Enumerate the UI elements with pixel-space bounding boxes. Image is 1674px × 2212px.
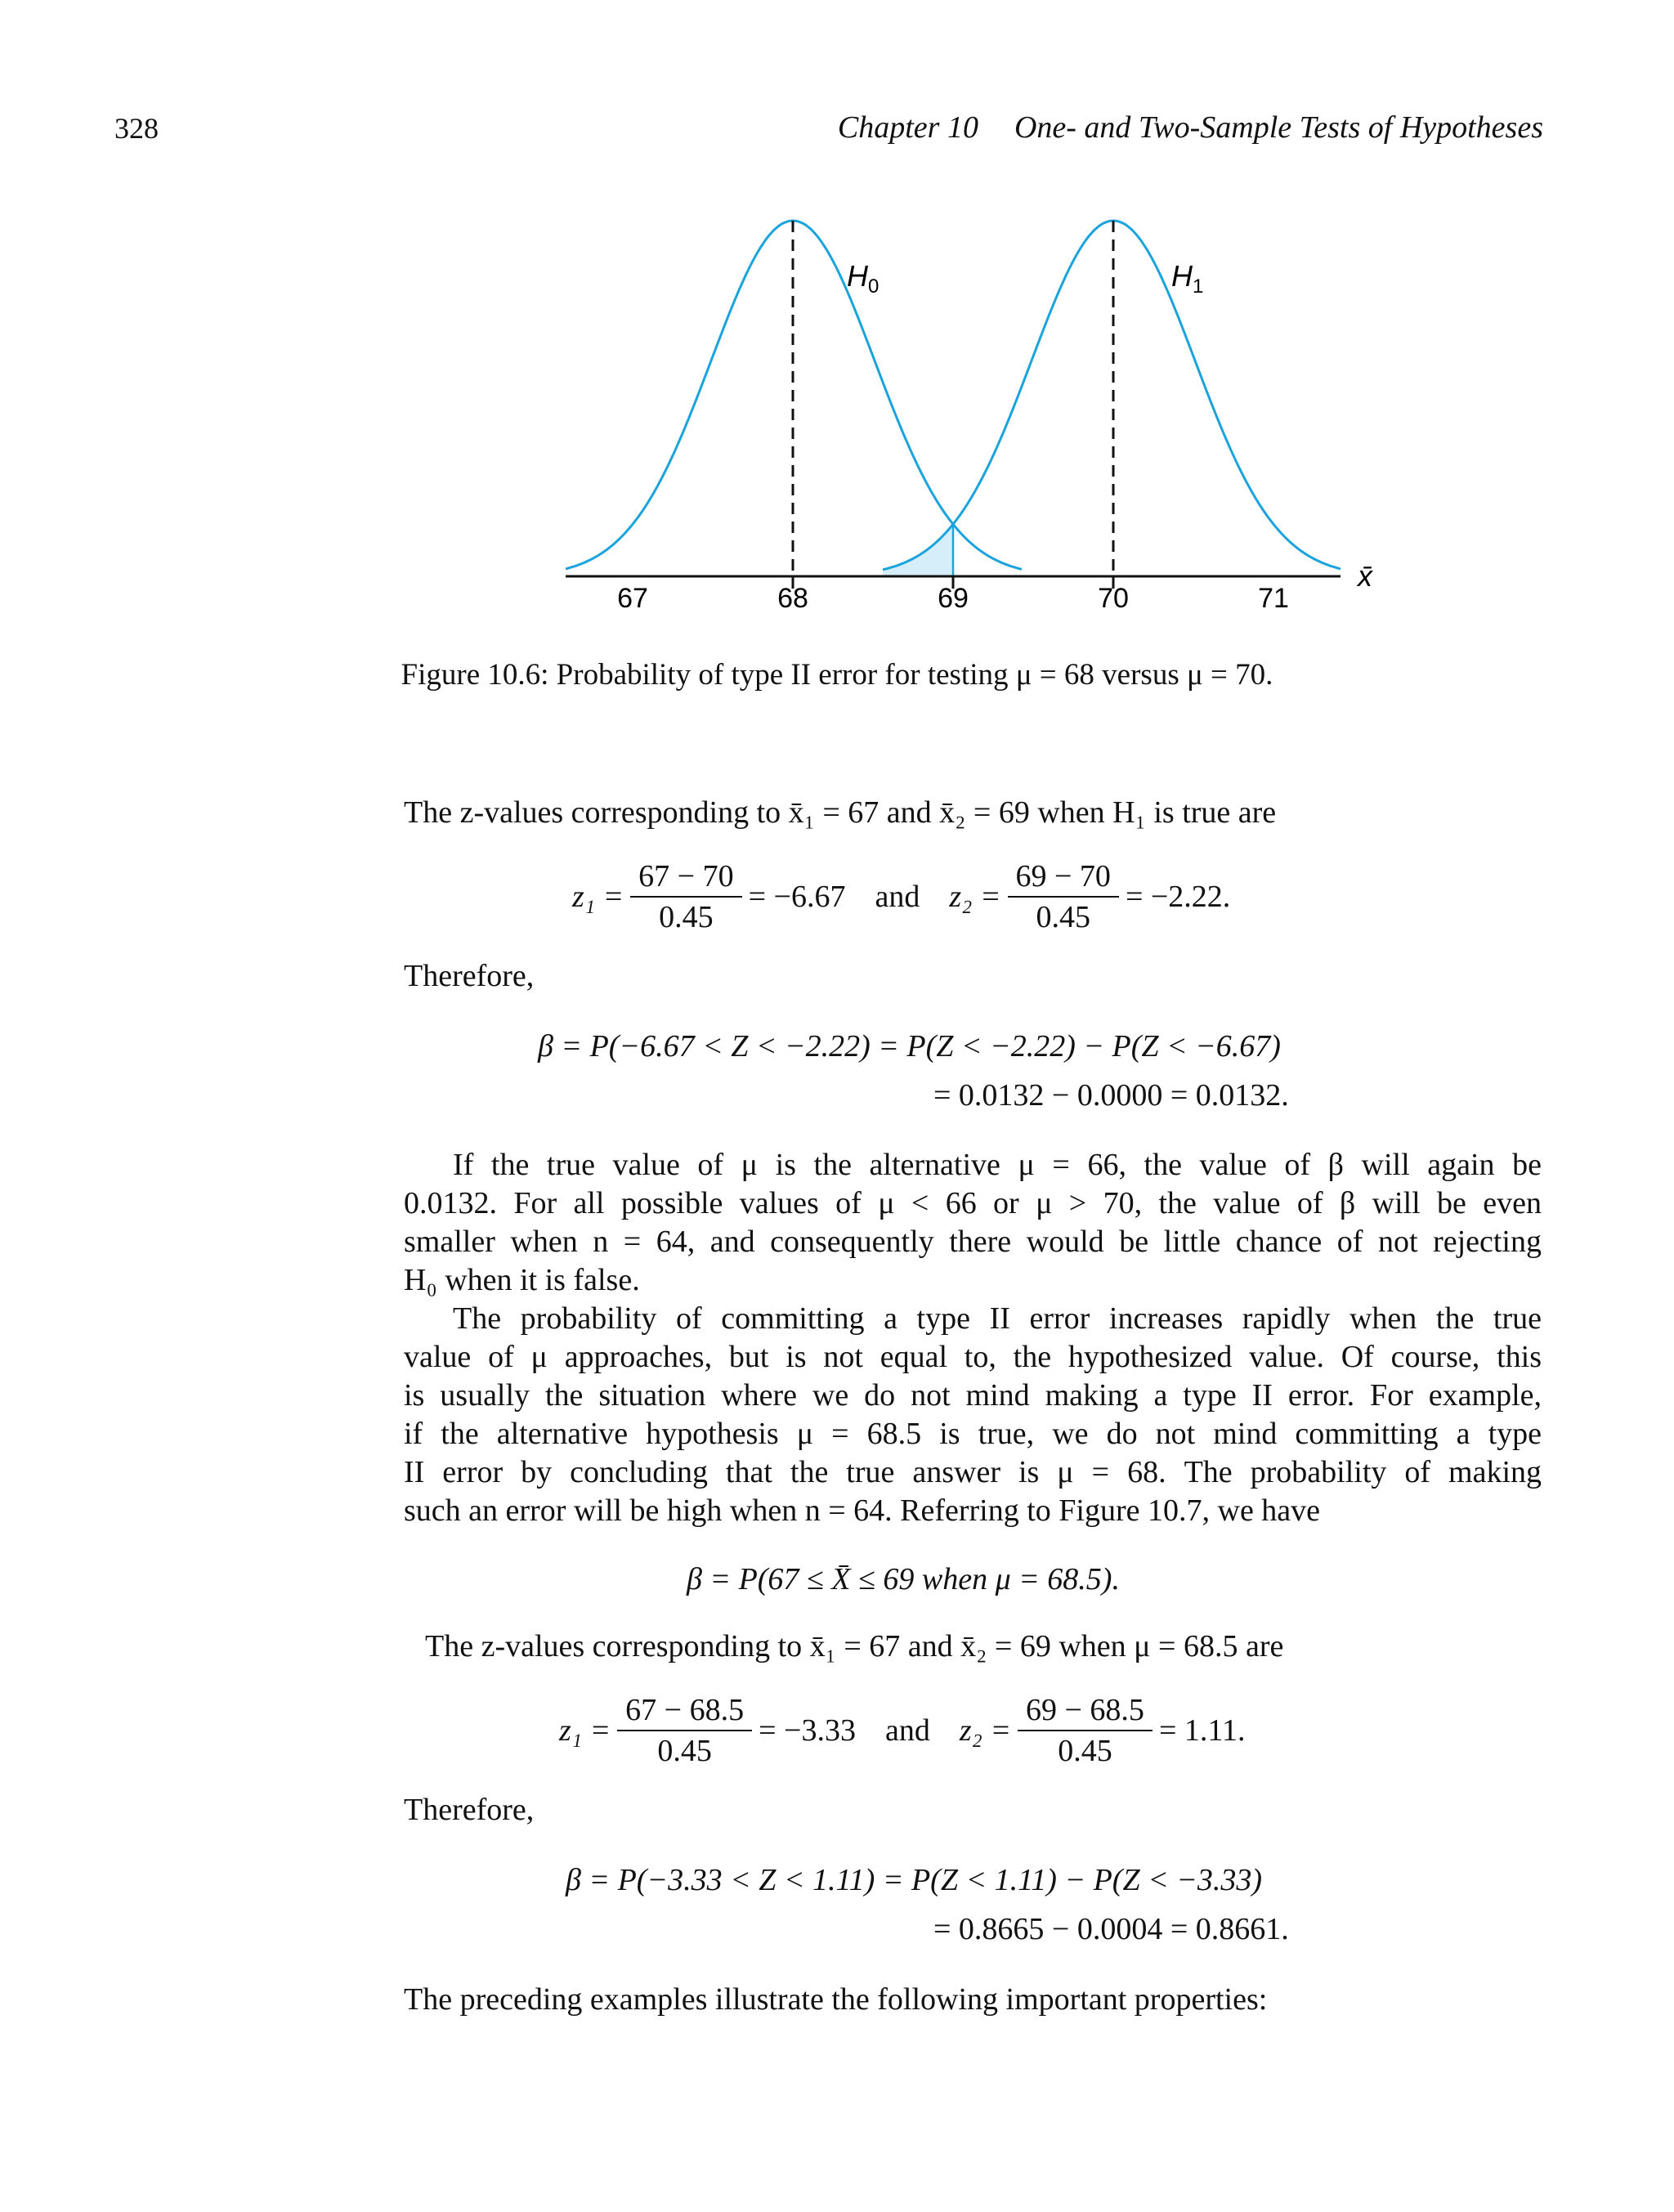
eq1-result-2: = −2.22. — [1125, 880, 1231, 914]
eq2-fraction-2: $\frac{69 - 68.5}{0.45}$ — [1018, 1692, 1153, 1769]
figure-10-6 — [556, 204, 1390, 629]
running-head-title: One- and Two-Sample Tests of Hypotheses — [1014, 110, 1543, 145]
eq1-result-1: = −6.67 — [748, 880, 846, 914]
eq1-fraction-2: $\frac{69 - 70}{0.45}$ — [1008, 858, 1119, 935]
h0-label: $H_0$ — [847, 259, 880, 298]
tick-label-68: 68 — [777, 583, 808, 614]
eq1-z2: z₂ = — [949, 880, 1001, 914]
tick-label-71: 71 — [1258, 583, 1289, 614]
paragraph-1: If the true value of μ is the alternative μ = 66, the value of β will again be 0.0132. For all possible values of μ < 66 or μ > 70, the value of β will be even smaller when n = 64, and consequently there would be little chance of not rejecting H₀ when it is false. — [404, 1148, 1542, 1297]
z-values-intro-2: The z-values corresponding to x̄₁ = 67 and x̄₂ = 69 when μ = 68.5 are — [425, 1629, 1284, 1663]
figure-caption: Figure 10.6: Probability of type II error for testing μ = 68 versus μ = 70. — [401, 658, 1273, 692]
beta-equation-1-line-1: β = P(−6.67 < Z < −2.22) = P(Z < −2.22) − P(Z < −6.67) — [538, 1029, 1281, 1063]
eq2-z2: z₂ = — [959, 1713, 1011, 1748]
eq1-and: and — [875, 880, 920, 914]
tick-label-70: 70 — [1098, 583, 1129, 614]
beta-equation-2-line-2: = 0.8665 − 0.0004 = 0.8661. — [933, 1912, 1289, 1946]
z-values-intro-1: The z-values corresponding to x̄₁ = 67 and x̄₂ = 69 when H₁ is true are — [404, 795, 1277, 830]
closing-sentence: The preceding examples illustrate the following important properties: — [404, 1982, 1268, 2017]
eq2-z1: z₁ = — [559, 1713, 611, 1748]
eq2-fraction-1: $\frac{67 - 68.5}{0.45}$ — [617, 1692, 752, 1769]
z-values-equation-1 — [572, 858, 1230, 935]
eq2-and: and — [884, 1713, 930, 1748]
beta-equation-1-line-2: = 0.0132 − 0.0000 = 0.0132. — [933, 1078, 1289, 1113]
therefore-2: Therefore, — [404, 1793, 535, 1827]
eq2-result-2: = 1.11. — [1158, 1713, 1246, 1748]
type-ii-error-region — [883, 524, 953, 576]
therefore-1: Therefore, — [404, 959, 535, 993]
eq2-result-1: = −3.33 — [759, 1713, 856, 1748]
beta-definition: β = P(67 ≤ X̄ ≤ 69 when μ = 68.5). — [687, 1562, 1120, 1596]
eq1-fraction-1: $\frac{67 - 70}{0.45}$ — [630, 858, 741, 935]
eq1-z1: z₁ = — [572, 880, 624, 914]
h1-label: $H_1$ — [1171, 259, 1204, 298]
page-number: 328 — [114, 112, 159, 145]
running-head-chapter: Chapter 10 — [837, 110, 978, 145]
paragraph-2: The probability of committing a type II error increases rapidly when the true value of μ approaches, but is not equal to, the hypothesized value. Of course, this is usually the situation where we do not mind making a type II error. For example, if the alternative hypothesis μ = 68.5 is true, we do not mind committing a type II error by concluding that the true answer is μ = 68. The probability of making such an error will be high when n = 64. Referring to Figure 10.7, we have — [404, 1301, 1542, 1528]
z-values-equation-2 — [559, 1692, 1245, 1769]
x-axis-label: x̄ — [1358, 559, 1372, 593]
running-head — [838, 110, 1543, 146]
beta-equation-2-line-1: β = P(−3.33 < Z < 1.11) = P(Z < 1.11) − P(Z < −3.33) — [566, 1863, 1263, 1897]
tick-label-67: 67 — [617, 583, 648, 614]
h1-distribution-curve — [883, 221, 1341, 570]
tick-label-69: 69 — [938, 583, 969, 614]
